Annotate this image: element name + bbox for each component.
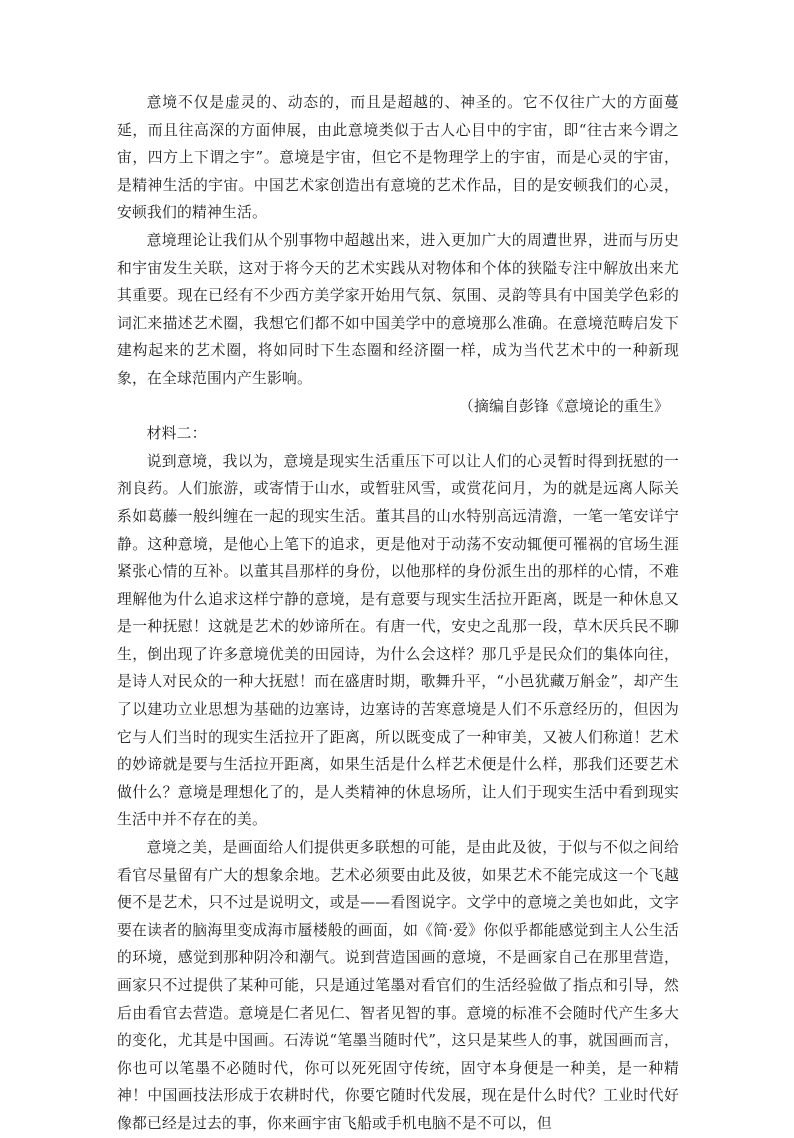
paragraph-1: 意境不仅是虚灵的、动态的，而且是超越的、神圣的。它不仅往广大的方面蔓延，而且往高深的方面伸展，由此意境类似于古人心目中的宇宙，即“往古来今谓之宙，四方上下谓之宇”。意境是宇宙，但它不是物理学上的宇宙，而是心灵的宇宙，是精神生活的宇宙。中国艺术家创造出有意境的艺术作品，目的是安顿我们的心灵，安顿我们的精神生活。 bbox=[117, 94, 679, 222]
paragraph-2: 意境理论让我们从个别事物中超越出来，进入更加广大的周遭世界，进而与历史和宇宙发生关联，这对于将今天的艺术实践从对物体和个体的狭隘专注中解放出来尤其重要。现在已经有不少西方美学家开始用气氛、氛围、灵韵等具有中国美学色彩的词汇来描述艺术圈，我想它们都不如中国美学中的意境那么准确。在意境范畴启发下建构起来的艺术圈，将如同时下生态圈和经济圈一样，成为当代艺术中的一种新现象，在全球范围内产生影响。 bbox=[117, 231, 679, 387]
section-heading: 材料二： bbox=[146, 425, 207, 443]
document-page bbox=[117, 89, 679, 1138]
source-attribution: （摘编自彭锋《意境论的重生》 bbox=[459, 397, 669, 415]
paragraph-3: 说到意境，我以为，意境是现实生活重压下可以让人们的心灵暂时得到抚慰的一剂良药。人们旅游，或寄情于山水，或暂驻风雪，或赏花问月，为的就是远离人际关系如葛藤一般纠缠在一起的现实生活。董其昌的山水特别高远清澹，一笔一笔安详宁静。这种意境，是他心上笔下的追求，更是他对于动荡不安动辄便可罹祸的官场生涯紧张心情的互补。以董其昌那样的身份，以他那样的身份派生出的那样的心情，不难理解他为什么追求这样宁静的意境，是有意要与现实生活拉开距离，既是一种休息又是一种抚慰！这就是艺术的妙谛所在。有唐一代，安史之乱那一段，草木厌兵民不聊生，倒出现了许多意境优美的田园诗，为什么会这样？那几乎是民众们的集体向往，是诗人对民众的一种大抚慰！而在盛唐时期，歌舞升平，“小邑犹藏万斛金”，却产生了以建功立业思想为基础的边塞诗，边塞诗的苦寒意境是人们不乐意经历的，但因为它与人们当时的现实生活拉开了距离，所以既变成了一种审美，又被人们称道！艺术的妙谛就是要与生活拉开距离，如果生活是什么样艺术便是什么样，那我们还要艺术做什么？意境是理想化了的，是人类精神的休息场所，让人们于现实生活中看到现实生活中并不存在的美。 bbox=[117, 452, 679, 829]
paragraph-4: 意境之美，是画面给人们提供更多联想的可能，是由此及彼，于似与不似之间给看官尽量留有广大的想象余地。艺术必须要由此及彼，如果艺术不能完成这一个飞越便不是艺术，只不过是说明文，或是——看图说字。文学中的意境之美也如此，文字要在读者的脑海里变成海市蜃楼般的画面，如《简·爱》你似乎都能感觉到主人公生活的环境，感觉到那种阴冷和潮气。说到营造国画的意境，不是画家自己在那里营造，画家只不过提供了某种可能，只是通过笔墨对看官们的生活经验做了指点和引导，然后由看官去营造。意境是仁者见仁、智者见智的事。意境的标准不会随时代产生多大的变化，尤其是中国画。石涛说“笔墨当随时代”，这只是某些人的事，就国画而言，你也可以笔墨不必随时代，你可以死死固守传统，固守本身便是一种美，是一种精神！中国画技法形成于农耕时代，你要它随时代发展，现在是什么时代？工业时代好像都已经是过去的事，你来画宇宙飞船或手机电脑不是不可以，但 bbox=[117, 839, 679, 1132]
